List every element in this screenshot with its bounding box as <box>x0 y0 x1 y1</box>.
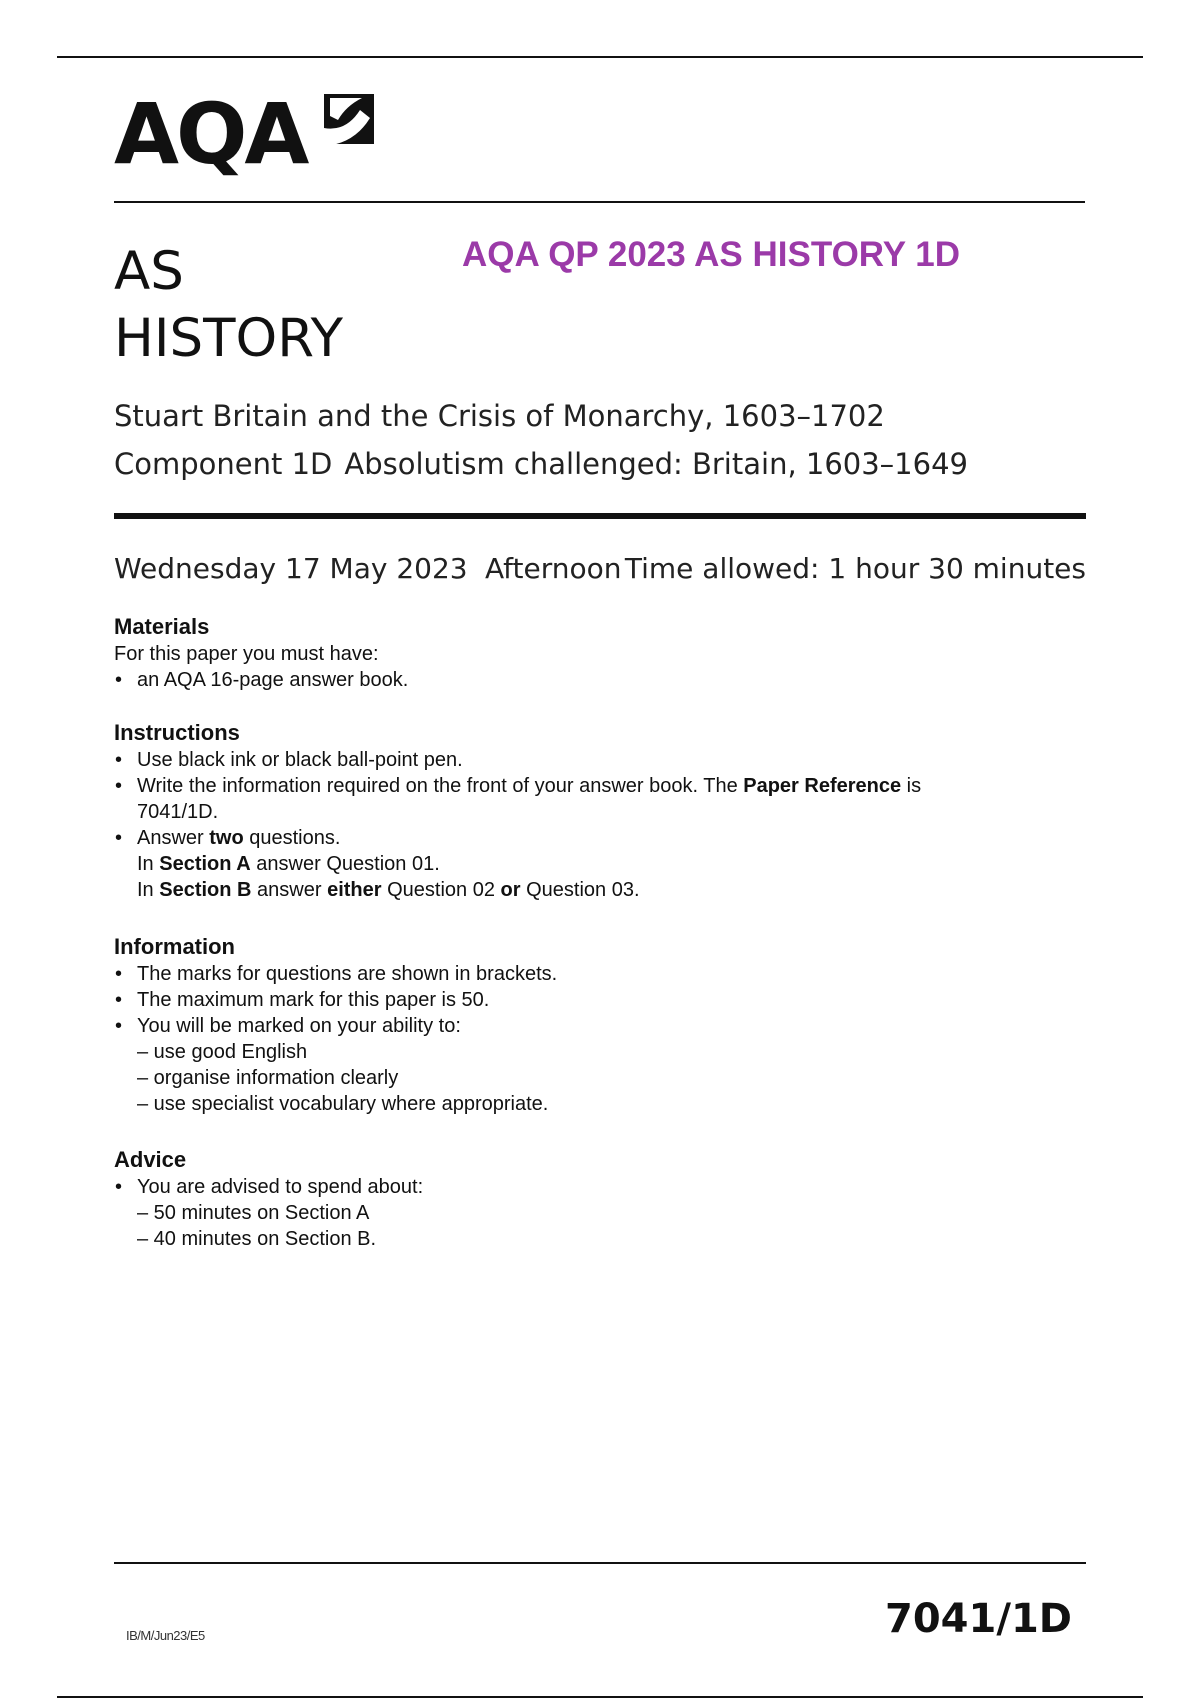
exam-date: Wednesday 17 May 2023 <box>114 552 468 585</box>
advice-list <box>114 1174 1074 1252</box>
footer-reference: IB/M/Jun23/E5 <box>126 1628 205 1643</box>
aqa-logo <box>114 85 384 183</box>
list-item: • The maximum mark for this paper is 50. <box>115 989 490 1011</box>
advice-section <box>114 1146 1074 1252</box>
materials-heading: Materials <box>114 614 210 639</box>
aqa-logo-mark-icon <box>316 88 376 148</box>
list-item: • an AQA 16-page answer book. <box>115 669 409 691</box>
instructions-heading: Instructions <box>114 720 240 745</box>
subject-level: AS <box>114 241 184 302</box>
information-heading: Information <box>114 934 235 959</box>
header-rule <box>114 201 1085 203</box>
materials-section <box>114 613 1074 693</box>
list-item: • Answer two questions. In Section A answer Question 01. In Section B answer either Question 02 or Question 03. <box>115 827 640 901</box>
instructions-section <box>114 719 1074 903</box>
information-section <box>114 933 1074 1117</box>
advice-heading: Advice <box>114 1147 187 1172</box>
component-text: Absolutism challenged: Britain, 1603–1649 <box>344 447 968 481</box>
instructions-list <box>114 747 1074 903</box>
list-item: • Use black ink or black ball-point pen. <box>115 749 463 771</box>
component-title <box>114 447 968 481</box>
exam-session: Afternoon <box>485 552 622 585</box>
top-rule <box>57 56 1143 58</box>
information-list <box>114 961 1074 1117</box>
paper-code: 7041/1D <box>885 1596 1072 1642</box>
list-item: • Write the information required on the front of your answer book. The Paper Reference is 7041/1D. <box>115 775 922 823</box>
title-rule <box>114 513 1086 519</box>
list-item: • The marks for questions are shown in brackets. <box>115 963 558 985</box>
list-item: • You are advised to spend about: – 50 minutes on Section A – 40 minutes on Section B. <box>115 1176 424 1250</box>
component-label: Component 1D <box>114 447 333 481</box>
aqa-logo-text: AQA <box>114 85 307 183</box>
list-item: • You will be marked on your ability to: – use good English – organise information clearly – use specialist vocabulary where appropriate. <box>115 1015 549 1115</box>
footer-rule <box>114 1562 1086 1564</box>
bottom-rule <box>57 1696 1143 1698</box>
watermark-title: AQA QP 2023 AS HISTORY 1D <box>462 235 960 274</box>
materials-list <box>114 667 1074 693</box>
exam-time-allowed: Time allowed: 1 hour 30 minutes <box>624 552 1086 585</box>
paper-title: Stuart Britain and the Crisis of Monarchy, 1603–1702 <box>114 399 885 433</box>
subject-name: HISTORY <box>114 308 344 369</box>
materials-intro: For this paper you must have: <box>114 643 379 665</box>
